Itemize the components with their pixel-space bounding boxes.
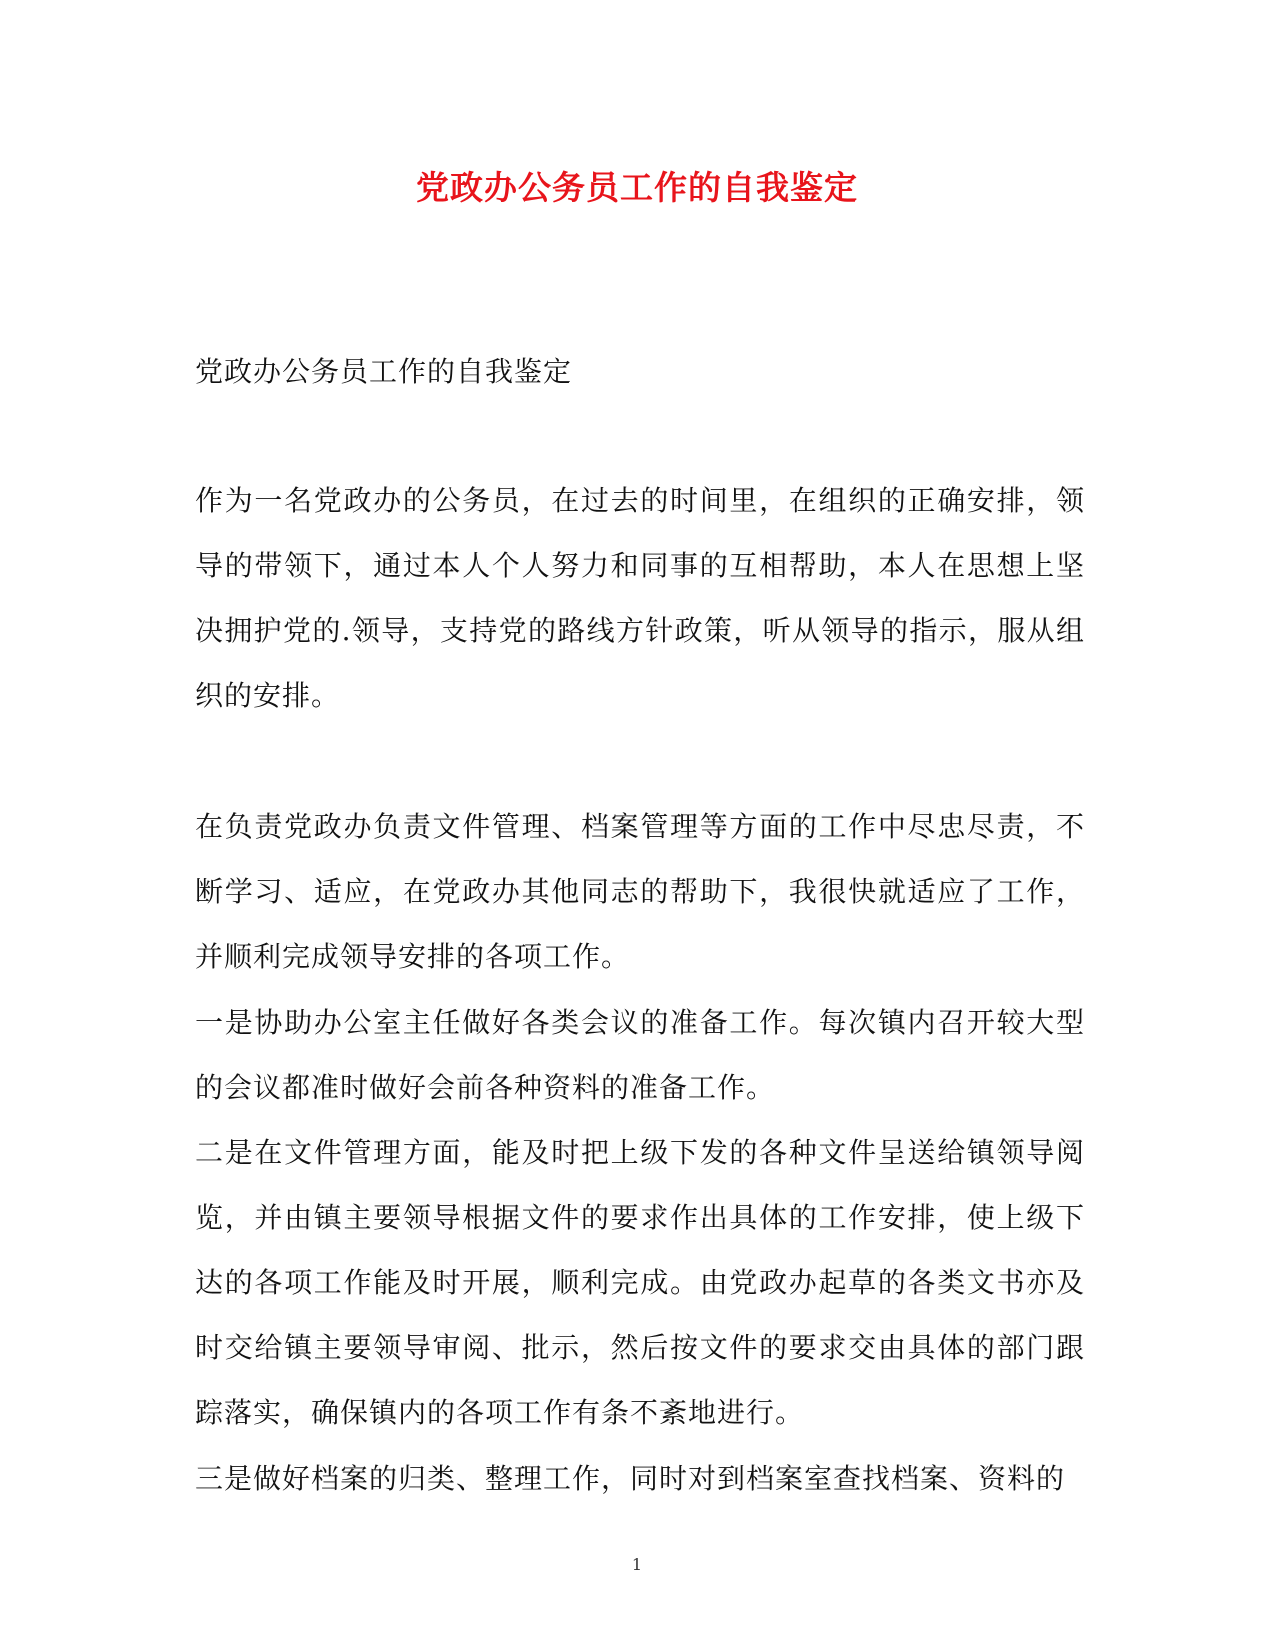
document-subtitle: 党政办公务员工作的自我鉴定 xyxy=(195,355,573,388)
paragraph-3: 一是协助办公室主任做好各类会议的准备工作。每次镇内召开较大型的会议都准时做好会前各种资料的准备工作。 xyxy=(195,1006,1085,1104)
paragraph-1: 作为一名党政办的公务员，在过去的时间里，在组织的正确安排，领导的带领下，通过本人个人努力和同事的互相帮助，本人在思想上坚决拥护党的.领导，支持党的路线方针政策，听从领导的指示，服从组织的安排。 xyxy=(195,484,1085,712)
document-title: 党政办公务员工作的自我鉴定 xyxy=(416,168,858,207)
paragraph-4: 二是在文件管理方面，能及时把上级下发的各种文件呈送给镇领导阅览，并由镇主要领导根据文件的要求作出具体的工作安排，使上级下达的各项工作能及时开展，顺利完成。由党政办起草的各类文书亦及时交给镇主要领导审阅、批示，然后按文件的要求交由具体的部门跟踪落实，确保镇内的各项工作有条不紊地进行。 xyxy=(195,1136,1085,1429)
paragraph-2: 在负责党政办负责文件管理、档案管理等方面的工作中尽忠尽责，不断学习、适应，在党政办其他同志的帮助下，我很快就适应了工作，并顺利完成领导安排的各项工作。 xyxy=(195,810,1085,973)
paragraph-5: 三是做好档案的归类、整理工作，同时对到档案室查找档案、资料的 xyxy=(195,1462,1066,1495)
page-number: 1 xyxy=(631,1555,643,1574)
